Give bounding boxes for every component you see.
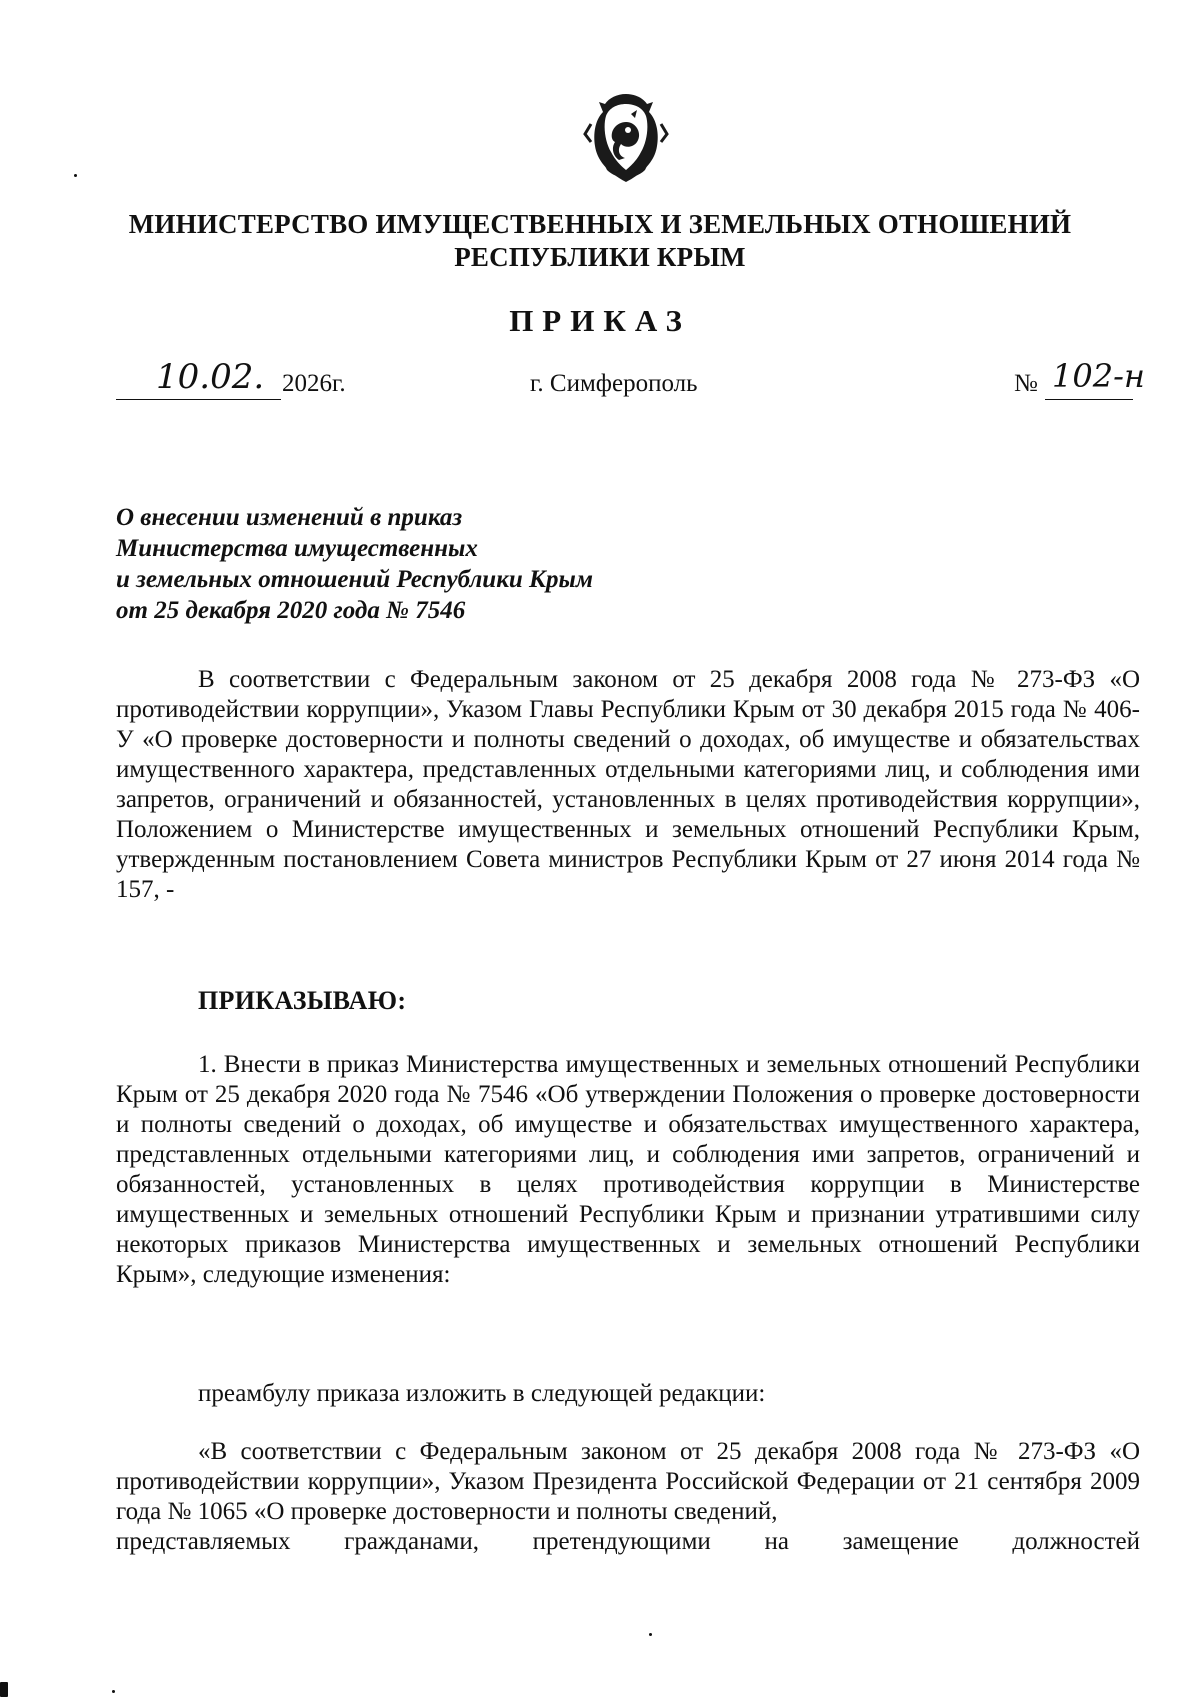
quoted-preamble-text: «В соответствии с Федеральным законом от 25 декабря 2008 года № 273-ФЗ «О противодействии коррупции», Указом Президента Российской Федерации от 21 сентября 2009 года № 1065 «О проверке достоверности и полноты сведений, <box>116 1438 1140 1525</box>
preamble-paragraph: В соответствии с Федеральным законом от 25 декабря 2008 года № 273-ФЗ «О противодействии коррупции», Указом Главы Республики Крым от 30 декабря 2015 года № 406-У «О проверке достоверности и полноты сведений о доходах, об имуществе и обязательствах имущественного характера, представленных отдельными категориями лиц, и соблюдения ими запретов, ограничений и обязанностей, установленных в целях противодействия коррупции», Положением о Министерстве имущественных и земельных отношений Республики Крым, утвержденным постановлением Совета министров Республики Крым от 27 июня 2014 года № 157, - <box>116 666 1140 903</box>
order-meta-row <box>0 357 1200 403</box>
order-word-heading: ПРИКАЗЫВАЮ: <box>198 986 407 1015</box>
item-1-paragraph: 1. Внести в приказ Министерства имущественных и земельных отношений Республики Крым от 25 декабря 2020 года № 7546 «Об утверждении Положения о проверке достоверности и полноты сведений о доходах, об имуществе и обязательствах имущественного характера, представленных отдельными категориями лиц, и соблюдения ими запретов, ограничений и обязанностей, установленных в целях противодействия коррупции в Министерстве имущественных и земельных отношений Республики Крым и признании утратившими силу некоторых приказов Министерства имущественных и земельных отношений Республики Крым», следующие изменения: <box>116 1051 1140 1288</box>
scan-speck <box>649 1633 652 1636</box>
scan-speck <box>112 1690 115 1693</box>
quoted-preamble <box>116 1437 1140 1557</box>
order-subject <box>116 502 736 626</box>
date-handwritten: 10.02. <box>156 357 265 397</box>
number-underline <box>1045 399 1133 400</box>
preamble-instruction: преамбулу приказа изложить в следующей редакции: <box>198 1380 766 1407</box>
scan-speck <box>0 1682 8 1697</box>
date-underline <box>116 399 281 400</box>
order-title: ПРИКАЗ <box>509 303 691 338</box>
subject-line1: О внесении изменений в приказ <box>116 504 463 531</box>
quoted-preamble-last-line: представляемых гражданами, претендующими на замещение должностей <box>116 1528 1140 1555</box>
subject-line2: Министерства имущественных <box>116 535 478 562</box>
number-sign: № <box>1014 370 1038 397</box>
order-number-handwritten: 102-н <box>1052 357 1145 395</box>
scan-speck <box>74 174 77 177</box>
subject-line4: от 25 декабря 2020 года № 7546 <box>116 597 466 624</box>
ministry-name-line2: РЕСПУБЛИКИ КРЫМ <box>454 242 746 272</box>
city: г. Симферополь <box>530 370 698 397</box>
ministry-name <box>100 208 1100 274</box>
crimea-coat-of-arms-emblem <box>583 90 669 186</box>
subject-line3: и земельных отношений Республики Крым <box>116 566 593 593</box>
ministry-name-line1: МИНИСТЕРСТВО ИМУЩЕСТВЕННЫХ И ЗЕМЕЛЬНЫХ ОТНОШЕНИЙ <box>128 209 1072 239</box>
date-year: 2026г. <box>282 370 346 397</box>
